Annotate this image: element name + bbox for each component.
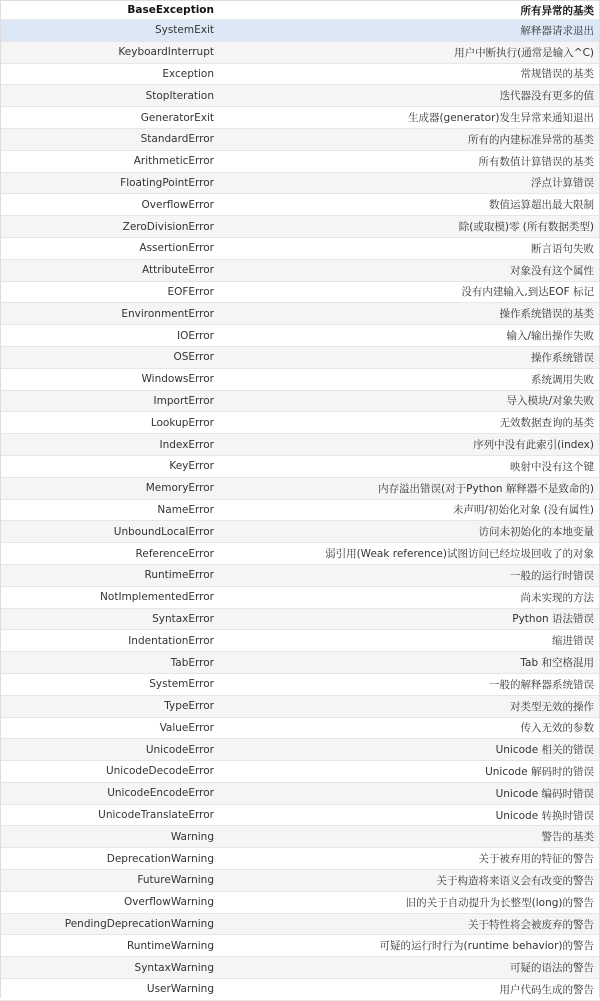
table-row[interactable] — [0, 478, 600, 500]
exception-description-cell: 未声明/初始化对象 (没有属性) — [452, 504, 594, 517]
exception-name-cell: OverflowError — [141, 198, 214, 211]
table-left-border — [0, 1, 1, 998]
exception-description-cell: 除(或取模)零 (所有数据类型) — [458, 221, 594, 234]
exception-description-cell: 尚未实现的方法 — [520, 591, 594, 604]
exception-description-cell: Tab 和空格混用 — [520, 657, 594, 669]
table-row[interactable] — [0, 434, 600, 456]
exception-name-cell: WindowsError — [141, 373, 214, 386]
table-header-row — [0, 1, 600, 20]
table-row[interactable] — [0, 282, 600, 304]
table-row[interactable] — [0, 870, 600, 892]
exception-name-cell: FloatingPointError — [120, 176, 214, 189]
table-row[interactable] — [0, 521, 600, 543]
exception-description-cell: 操作系统错误 — [531, 351, 594, 364]
exception-description-cell: 警告的基类 — [541, 831, 594, 844]
exception-description-cell: 常规错误的基类 — [520, 68, 594, 81]
exception-description-cell: 浮点计算错误 — [531, 177, 594, 190]
exception-name-cell: SyntaxError — [152, 612, 214, 625]
exception-description-cell: 内存溢出错误(对于Python 解释器不是致命的) — [378, 482, 594, 495]
table-row[interactable] — [0, 194, 600, 216]
exception-name-cell: ValueError — [159, 721, 214, 734]
exception-description-cell: 输入/输出操作失败 — [506, 330, 594, 343]
exception-name-cell: OverflowWarning — [123, 896, 214, 909]
table-row[interactable] — [0, 64, 600, 86]
exception-name-cell: RuntimeError — [144, 569, 214, 582]
table-row[interactable] — [0, 783, 600, 805]
exception-name-cell: Warning — [170, 830, 214, 843]
exception-name-cell: ReferenceError — [135, 547, 214, 560]
exception-description-cell: 关于构造将来语义会有改变的警告 — [436, 874, 594, 887]
table-row[interactable] — [0, 151, 600, 173]
table-row[interactable] — [0, 957, 600, 979]
exception-description-cell: 所有数值计算错误的基类 — [478, 155, 594, 168]
exception-description-cell: Unicode 转换时错误 — [495, 809, 594, 822]
exception-name-cell: ArithmeticError — [133, 155, 214, 168]
exception-description-cell: 导入模块/对象失败 — [506, 395, 594, 408]
exception-name-cell: LookupError — [150, 416, 214, 429]
header-name: BaseException — [127, 4, 214, 16]
table-row[interactable] — [0, 107, 600, 129]
table-row[interactable] — [0, 20, 600, 42]
exception-name-cell: StandardError — [140, 133, 214, 146]
table-row[interactable] — [0, 500, 600, 522]
exception-name-cell: FutureWarning — [137, 874, 214, 887]
exception-name-cell: Exception — [162, 67, 214, 80]
table-row[interactable] — [0, 238, 600, 260]
table-row[interactable] — [0, 129, 600, 151]
header-desc: 所有异常的基类 — [520, 4, 594, 17]
table-row[interactable] — [0, 216, 600, 238]
table-row[interactable] — [0, 761, 600, 783]
exception-description-cell: Unicode 解码时的错误 — [485, 765, 594, 778]
exception-name-cell: KeyboardInterrupt — [118, 46, 214, 59]
exception-name-cell: StopIteration — [145, 89, 214, 102]
table-row[interactable] — [0, 652, 600, 674]
exception-name-cell: NameError — [157, 503, 214, 516]
table-row[interactable] — [0, 325, 600, 347]
exception-description-cell: 一般的解释器系统错误 — [489, 678, 594, 691]
exception-name-cell: UserWarning — [146, 983, 214, 996]
exception-description-cell: Unicode 相关的错误 — [495, 744, 594, 757]
exception-name-cell: AttributeError — [142, 264, 214, 277]
exception-description-cell: 迭代器没有更多的值 — [499, 90, 594, 103]
table-row[interactable] — [0, 914, 600, 936]
exception-description-cell: 断言语句失败 — [531, 242, 594, 255]
table-body — [0, 20, 600, 1001]
exception-name-cell: ZeroDivisionError — [122, 220, 214, 233]
exception-name-cell: UnicodeDecodeError — [105, 765, 214, 778]
exception-description-cell: 用户代码生成的警告 — [499, 983, 594, 996]
exception-name-cell: KeyError — [169, 460, 214, 473]
exception-description-cell: 可疑的运行时行为(runtime behavior)的警告 — [379, 940, 594, 953]
exception-name-cell: SystemError — [149, 678, 214, 691]
exception-name-cell: IOError — [177, 329, 214, 342]
exception-name-cell: AssertionError — [139, 242, 214, 255]
table-row[interactable] — [0, 369, 600, 391]
table-row[interactable] — [0, 456, 600, 478]
table-row[interactable] — [0, 391, 600, 413]
exception-description-cell: 映射中没有这个键 — [510, 460, 594, 473]
exception-name-cell: OSError — [173, 351, 214, 364]
exception-description-cell: 生成器(generator)发生异常来通知退出 — [407, 112, 594, 125]
table-row[interactable] — [0, 739, 600, 761]
exception-description-cell: 旧的关于自动提升为长整型(long)的警告 — [405, 896, 594, 909]
table-row[interactable] — [0, 85, 600, 107]
exception-name-cell: DeprecationWarning — [106, 852, 214, 865]
table-row[interactable] — [0, 696, 600, 718]
table-row[interactable] — [0, 892, 600, 914]
table-row[interactable] — [0, 173, 600, 195]
exception-description-cell: Unicode 编码时错误 — [495, 787, 594, 800]
exception-name-cell: NotImplementedError — [100, 591, 214, 604]
exception-name-cell: IndexError — [159, 438, 214, 451]
exception-name-cell: UnicodeError — [145, 743, 214, 756]
exception-description-cell: 对类型无效的操作 — [510, 700, 594, 713]
exception-description-cell: 关于被弃用的特征的警告 — [478, 853, 594, 866]
exception-name-cell: TabError — [170, 656, 214, 669]
table-row[interactable] — [0, 42, 600, 64]
exception-description-cell: 对象没有这个属性 — [510, 264, 594, 277]
table-row[interactable] — [0, 805, 600, 827]
exception-name-cell: SyntaxWarning — [134, 961, 214, 974]
exception-description-cell: 数值运算超出最大限制 — [489, 199, 594, 212]
exception-description-cell: 传入无效的参数 — [520, 722, 594, 735]
exception-description-cell: 所有的内建标准异常的基类 — [468, 133, 594, 146]
exception-name-cell: MemoryError — [145, 482, 214, 495]
exception-name-cell: IndentationError — [128, 634, 214, 647]
exception-description-cell: 关于特性将会被废弃的警告 — [468, 918, 594, 931]
exception-name-cell: UnicodeEncodeError — [107, 787, 214, 800]
exception-name-cell: EnvironmentError — [121, 307, 214, 320]
table-row[interactable] — [0, 674, 600, 696]
exception-description-cell: 没有内建输入,到达EOF 标记 — [461, 286, 594, 299]
exception-description-cell: 弱引用(Weak reference)试图访问已经垃圾回收了的对象 — [325, 548, 594, 561]
exception-description-cell: 可疑的语法的警告 — [510, 962, 594, 975]
exception-name-cell: PendingDeprecationWarning — [64, 918, 214, 931]
table-row[interactable] — [0, 609, 600, 631]
exception-name-cell: UnicodeTranslateError — [98, 809, 214, 822]
exception-name-cell: GeneratorExit — [140, 111, 214, 124]
table-row[interactable] — [0, 565, 600, 587]
exception-name-cell: ImportError — [153, 394, 214, 407]
table-row[interactable] — [0, 347, 600, 369]
exception-description-cell: 操作系统错误的基类 — [499, 308, 594, 321]
table-row[interactable] — [0, 979, 600, 1001]
exception-description-cell: Python 语法错误 — [512, 613, 594, 626]
exception-name-cell: TypeError — [164, 700, 214, 713]
table-row[interactable] — [0, 935, 600, 957]
table-row[interactable] — [0, 303, 600, 325]
table-row[interactable] — [0, 260, 600, 282]
exception-description-cell: 系统调用失败 — [531, 373, 594, 386]
exception-description-cell: 访问未初始化的本地变量 — [478, 526, 594, 539]
exception-description-cell: 用户中断执行(通常是输入^C) — [454, 46, 594, 59]
exception-description-cell: 解释器请求退出 — [520, 24, 594, 37]
exception-name-cell: UnboundLocalError — [113, 525, 214, 538]
exception-description-cell: 缩进错误 — [552, 635, 594, 648]
table-row[interactable] — [0, 630, 600, 652]
exception-name-cell: RuntimeWarning — [126, 939, 214, 952]
table-row[interactable] — [0, 826, 600, 848]
exception-description-cell: 一般的运行时错误 — [510, 569, 594, 582]
table-row[interactable] — [0, 412, 600, 434]
table-row[interactable] — [0, 587, 600, 609]
exception-name-cell: SystemExit — [154, 24, 214, 37]
table-row[interactable] — [0, 543, 600, 565]
exception-description-cell: 序列中没有此索引(index) — [473, 439, 594, 452]
table-row[interactable] — [0, 848, 600, 870]
exception-description-cell: 无效数据查询的基类 — [499, 417, 594, 430]
table-row[interactable] — [0, 718, 600, 740]
exception-name-cell: EOFError — [167, 285, 214, 298]
